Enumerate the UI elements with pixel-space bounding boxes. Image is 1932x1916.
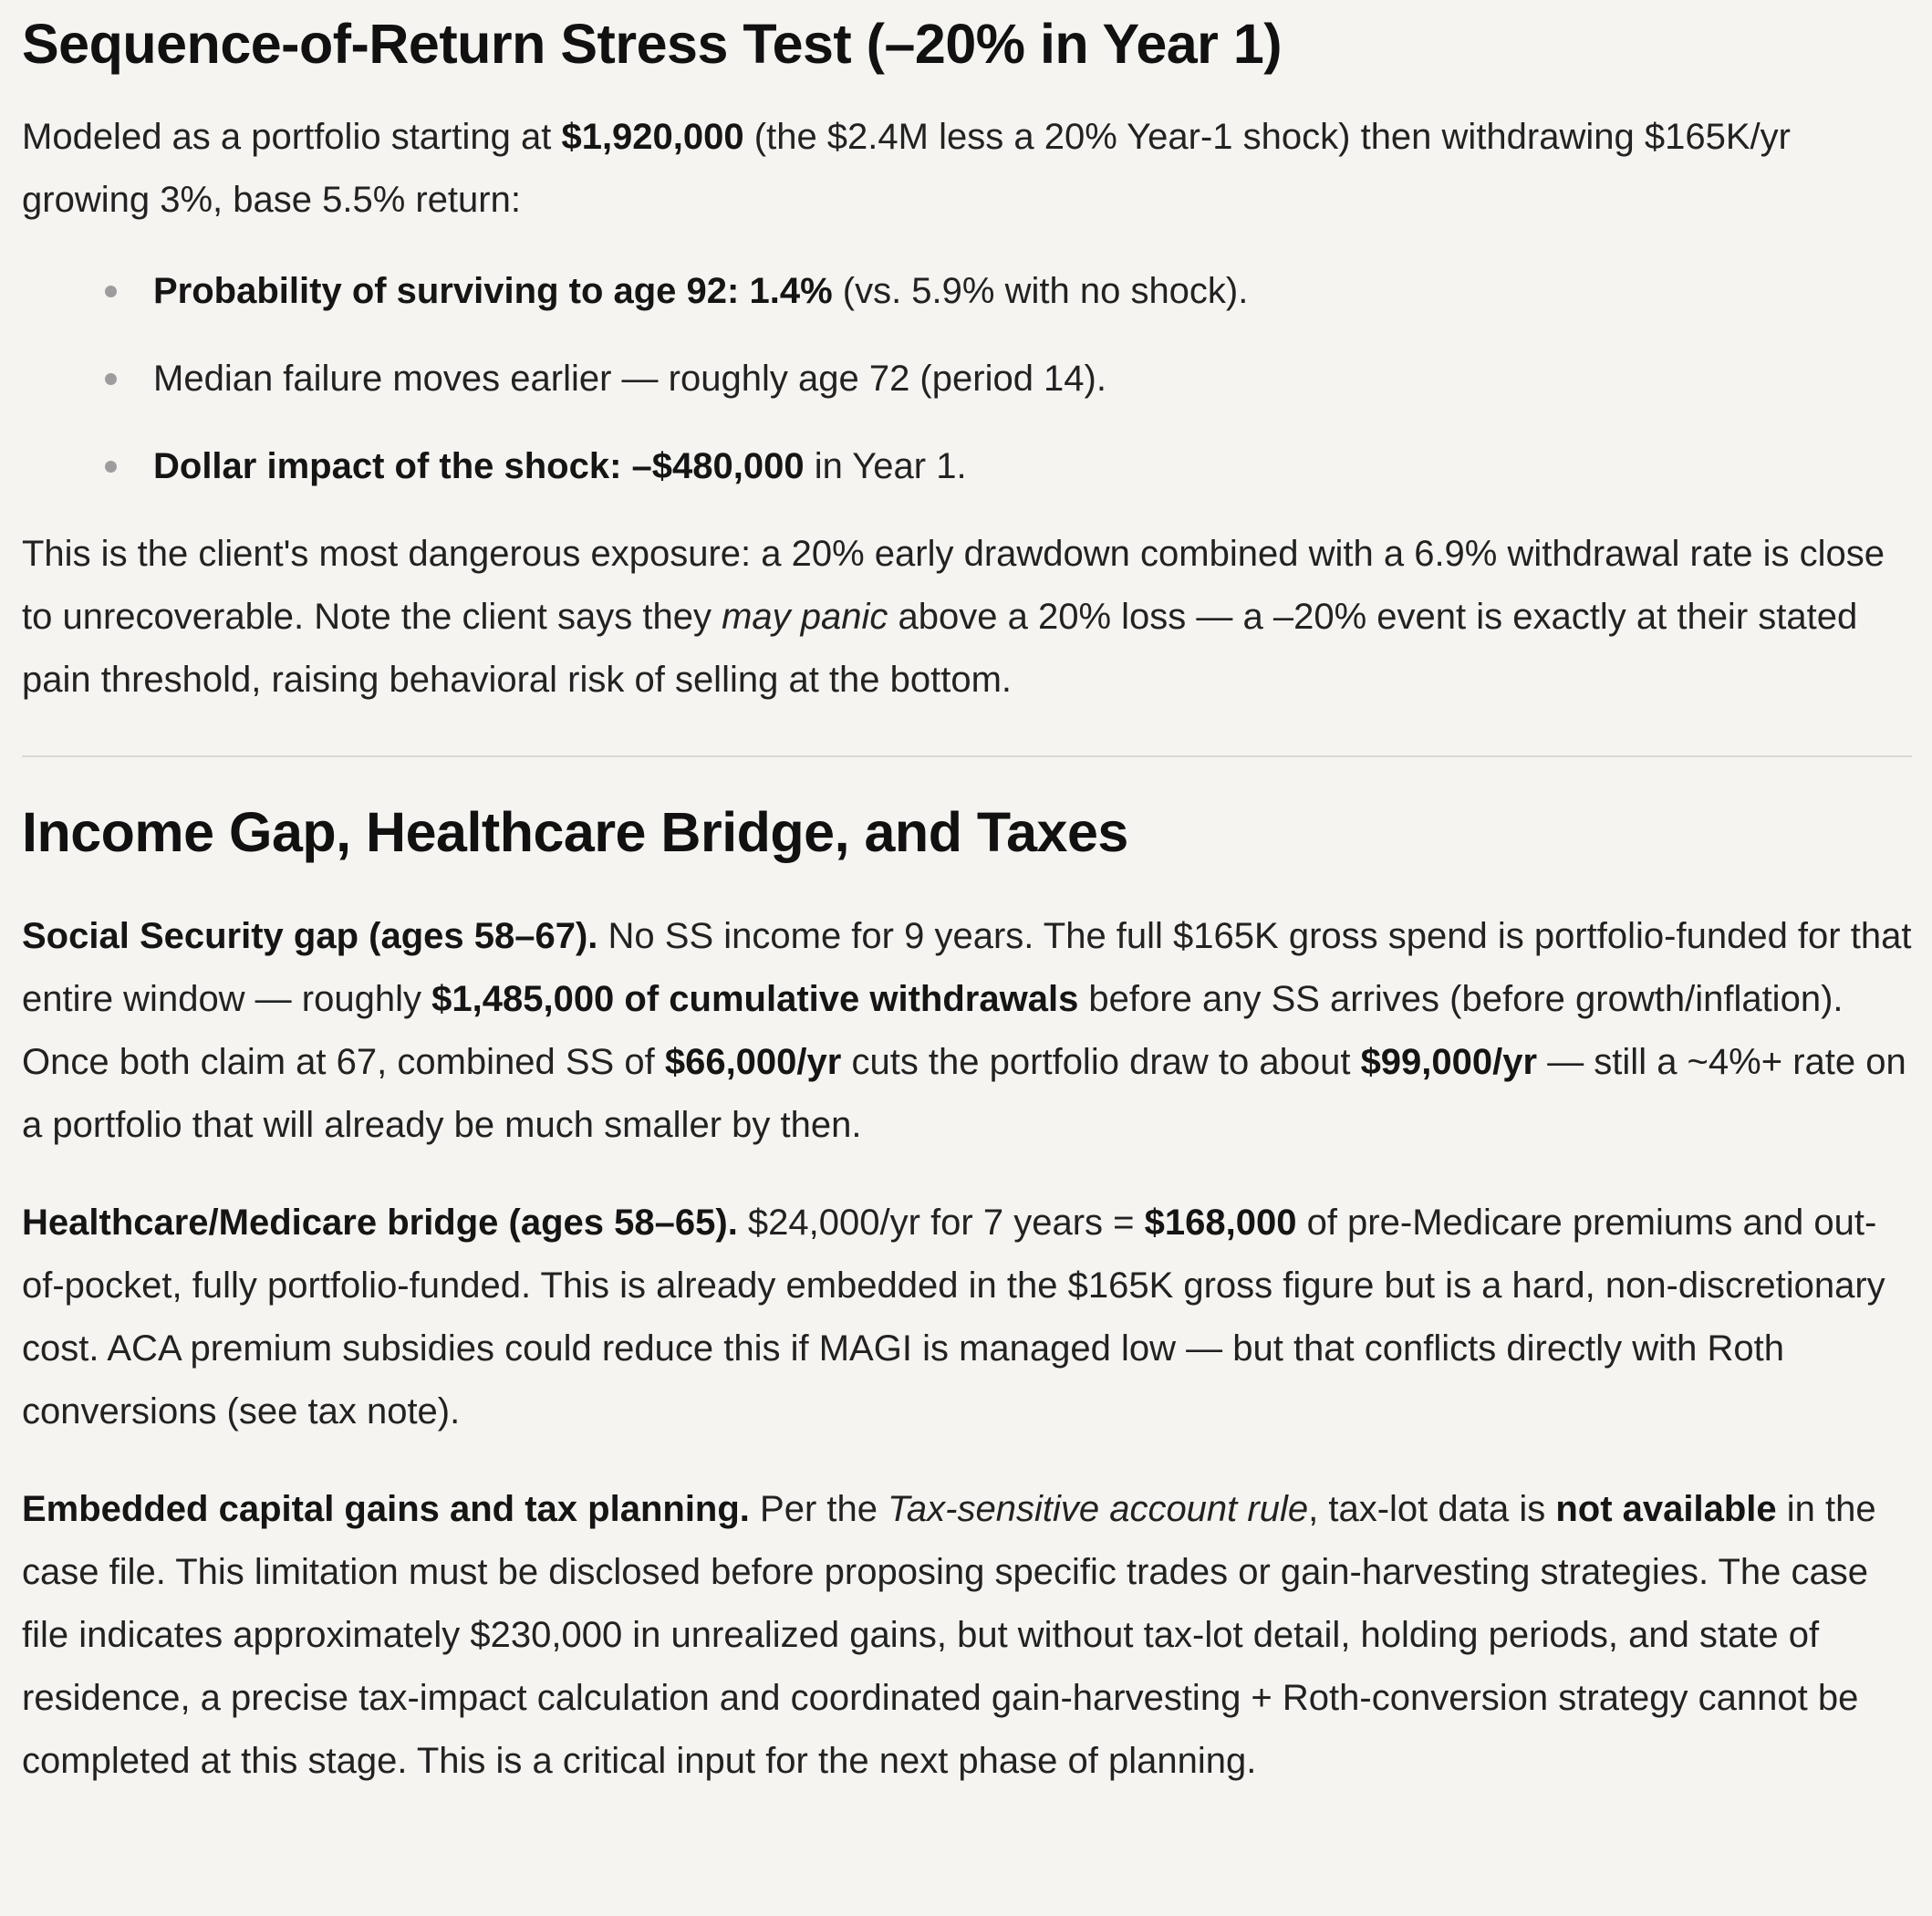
exposure-emphasis: may panic xyxy=(722,597,888,637)
intro-text-2: (the $2.4M less a 20% Year-1 shock) then withdrawing $165K/yr growing 3%, base 5.5% return: xyxy=(22,117,1791,220)
stress-test-heading: Sequence-of-Return Stress Test (–20% in Year 1) xyxy=(22,13,1283,75)
taxes-text-1: Per the xyxy=(749,1489,888,1529)
ss-gap-paragraph xyxy=(22,905,1912,1157)
list-item-text: in Year 1. xyxy=(804,446,967,486)
healthcare-text-1: $24,000/yr for 7 years = xyxy=(737,1203,1145,1243)
taxes-not-available: not available xyxy=(1555,1489,1777,1529)
list-item xyxy=(153,435,1912,498)
ss-gap-withdrawals: $1,485,000 of cumulative withdrawals xyxy=(431,979,1079,1019)
stress-test-intro xyxy=(22,106,1912,232)
list-item-bold: Dollar impact of the shock: –$480,000 xyxy=(153,446,805,486)
taxes-paragraph xyxy=(22,1478,1912,1793)
stress-test-results-list xyxy=(22,260,1912,498)
ss-gap-text-1: No SS income for 9 years. The full $165K gross spend is portfolio-funded for that entire window — roughly xyxy=(22,916,1912,1019)
taxes-rule-name: Tax-sensitive account rule xyxy=(888,1489,1309,1529)
healthcare-lead: Healthcare/Medicare bridge (ages 58–65). xyxy=(22,1203,738,1243)
taxes-lead: Embedded capital gains and tax planning. xyxy=(22,1489,750,1529)
ss-gap-text-4: — still a ~4%+ rate on a portfolio that will already be much smaller by then. xyxy=(22,1042,1906,1145)
exposure-text-2: above a 20% loss — a –20% event is exactly at their stated pain threshold, raising behavioral risk of selling at the bottom. xyxy=(22,597,1858,700)
ss-combined-amount: $66,000/yr xyxy=(664,1042,842,1082)
exposure-text-1: This is the client's most dangerous exposure: a 20% early drawdown combined with a 6.9% withdrawal rate is close to unrecoverable. Note the client says they xyxy=(22,534,1885,637)
intro-starting-value: $1,920,000 xyxy=(561,117,744,157)
list-item xyxy=(153,348,1912,411)
bullet-icon xyxy=(105,461,117,473)
taxes-text-2: , tax-lot data is xyxy=(1308,1489,1556,1529)
exposure-paragraph xyxy=(22,523,1912,712)
healthcare-total: $168,000 xyxy=(1144,1203,1297,1243)
ss-gap-text-2: before any SS arrives (before growth/inflation). Once both claim at 67, combined SS of xyxy=(22,979,1844,1082)
taxes-text-3: in the case file. This limitation must be disclosed before proposing specific trades or gain-harvesting strategies. The case file indicates approximately $230,000 in unrealized gains, but without tax-lot detail, holding periods, and state of residence, a precise tax-impact calculation and coordinated gain-harvesting + Roth-conversion strategy cannot be completed at this stage. This is a critical input for the next phase of planning. xyxy=(22,1489,1876,1781)
list-item-text: (vs. 5.9% with no shock). xyxy=(832,271,1249,311)
bullet-icon xyxy=(105,286,117,297)
intro-text-1: Modeled as a portfolio starting at xyxy=(22,117,562,157)
bullet-icon xyxy=(105,373,117,385)
healthcare-paragraph xyxy=(22,1192,1912,1443)
ss-gap-lead: Social Security gap (ages 58–67). xyxy=(22,916,598,956)
income-gap-heading: Income Gap, Healthcare Bridge, and Taxes xyxy=(22,801,1128,863)
portfolio-draw-amount: $99,000/yr xyxy=(1360,1042,1538,1082)
list-item-bold: Probability of surviving to age 92: 1.4% xyxy=(153,271,833,311)
section-divider xyxy=(22,755,1912,757)
ss-gap-text-3: cuts the portfolio draw to about xyxy=(841,1042,1361,1082)
list-item xyxy=(153,260,1912,323)
healthcare-text-2: of pre-Medicare premiums and out-of-pocket, fully portfolio-funded. This is already embedded in the $165K gross figure but is a hard, non-discretionary cost. ACA premium subsidies could reduce this if MAGI is managed low — but that conflicts directly with Roth conversions (see tax note). xyxy=(22,1203,1885,1432)
list-item-text: Median failure moves earlier — roughly age 72 (period 14). xyxy=(153,359,1106,399)
